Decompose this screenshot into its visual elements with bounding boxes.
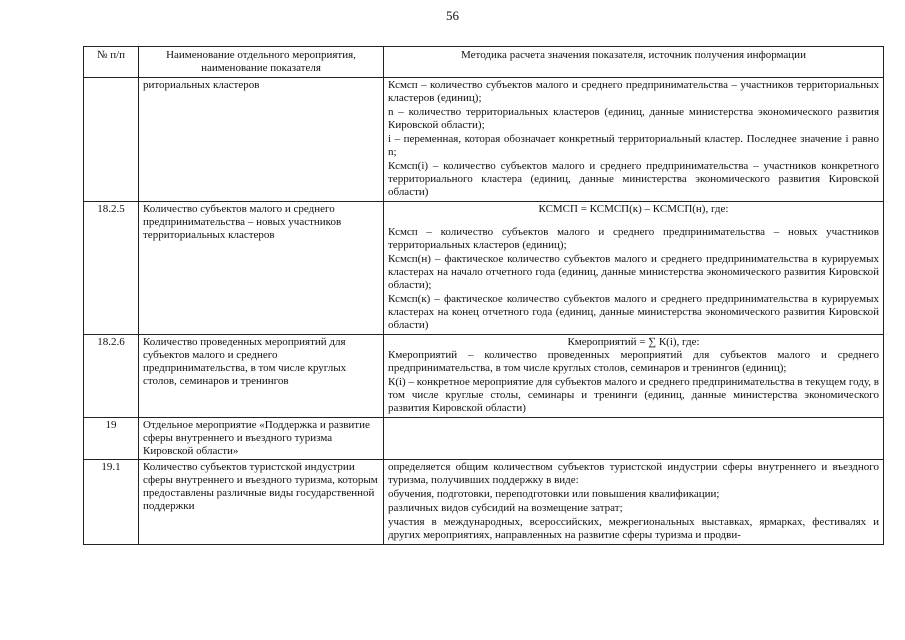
- row-number: 19: [84, 418, 139, 460]
- method-line: Ксмсп(i) – количество субъектов малого и среднего предпринимательства – участников конкретного территориального кластера (единиц, данные министерства экономического развития Кировской области): [388, 160, 879, 198]
- table-header-row: [84, 47, 884, 78]
- table-row: [84, 335, 884, 418]
- table-row: [84, 418, 884, 460]
- method-line: К(i) – конкретное мероприятие для субъектов малого и среднего предпринимательства в текущем году, в том числе круглые столы, семинары и тренинги (единиц, данные министерства экономического развития Кировской области): [388, 376, 879, 414]
- row-name: Отдельное мероприятие «Поддержка и развитие сферы внутреннего и въездного туризма Кировской области»: [139, 418, 384, 460]
- row-method: [384, 335, 884, 418]
- row-method: [384, 202, 884, 335]
- formula: Кмероприятий = ∑ К(i), где:: [567, 336, 700, 348]
- row-number: [84, 78, 139, 202]
- method-line: определяется общим количеством субъектов туристской индустрии сферы внутреннего и въездного туризма, получивших поддержку в виде:: [388, 461, 879, 486]
- method-line: различных видов субсидий на возмещение затрат;: [388, 502, 623, 514]
- method-line: участия в международных, всероссийских, межрегиональных выставках, ярмарках, фестивалях и других мероприятиях, направленных на развитие сферы туризма и продви-: [388, 516, 879, 541]
- table-row: [84, 202, 884, 335]
- row-method: [384, 78, 884, 202]
- header-num: № п/п: [84, 47, 139, 78]
- method-line: Ксмсп – количество субъектов малого и среднего предпринимательства – новых участников территориальных кластеров (единиц);: [388, 226, 879, 251]
- method-line: Кмероприятий – количество проведенных мероприятий для субъектов малого и среднего предпринимательства, в том числе круглых столов, семинаров и тренингов (единиц);: [388, 349, 879, 374]
- row-number: 19.1: [84, 460, 139, 545]
- method-line: обучения, подготовки, переподготовки или повышения квалификации;: [388, 488, 720, 500]
- header-method: Методика расчета значения показателя, источник получения информации: [384, 47, 884, 78]
- row-method: [384, 418, 884, 460]
- row-method: [384, 460, 884, 545]
- table-row: [84, 460, 884, 545]
- row-name: Количество проведенных мероприятий для субъектов малого и среднего предпринимательства, в том числе круглых столов, семинаров и тренингов: [139, 335, 384, 418]
- method-line: i – переменная, которая обозначает конкретный территориальный кластер. Последнее значение i равно n;: [388, 133, 879, 158]
- page-number: 56: [446, 8, 459, 23]
- method-line: Ксмсп(к) – фактическое количество субъектов малого и среднего предпринимательства в курируемых кластерах на конец отчетного года (единиц, данные министерства экономического развития Кировской области): [388, 293, 879, 331]
- row-name: риториальных кластеров: [139, 78, 384, 202]
- row-number: 18.2.5: [84, 202, 139, 335]
- formula: КСМСП = КСМСП(к) – КСМСП(н), где:: [538, 203, 729, 215]
- method-line: Ксмсп – количество субъектов малого и среднего предпринимательства – участников территориальных кластеров (единиц);: [388, 79, 879, 104]
- row-name: Количество субъектов малого и среднего предпринимательства – новых участников территориальных кластеров: [139, 202, 384, 335]
- header-name: Наименование отдельного мероприятия, наименование показателя: [139, 47, 384, 78]
- method-line: Ксмсп(н) – фактическое количество субъектов малого и среднего предпринимательства в курируемых кластерах на начало отчетного года (единиц, данные министерства экономического развития Кировской области);: [388, 253, 879, 291]
- row-number: 18.2.6: [84, 335, 139, 418]
- row-name: Количество субъектов туристской индустрии сферы внутреннего и въездного туризма, которым предоставлены различные виды государственной поддержки: [139, 460, 384, 545]
- indicators-table: [83, 46, 884, 545]
- method-line: n – количество территориальных кластеров (единиц, данные министерства экономического развития Кировской области);: [388, 106, 879, 131]
- table-row: [84, 78, 884, 202]
